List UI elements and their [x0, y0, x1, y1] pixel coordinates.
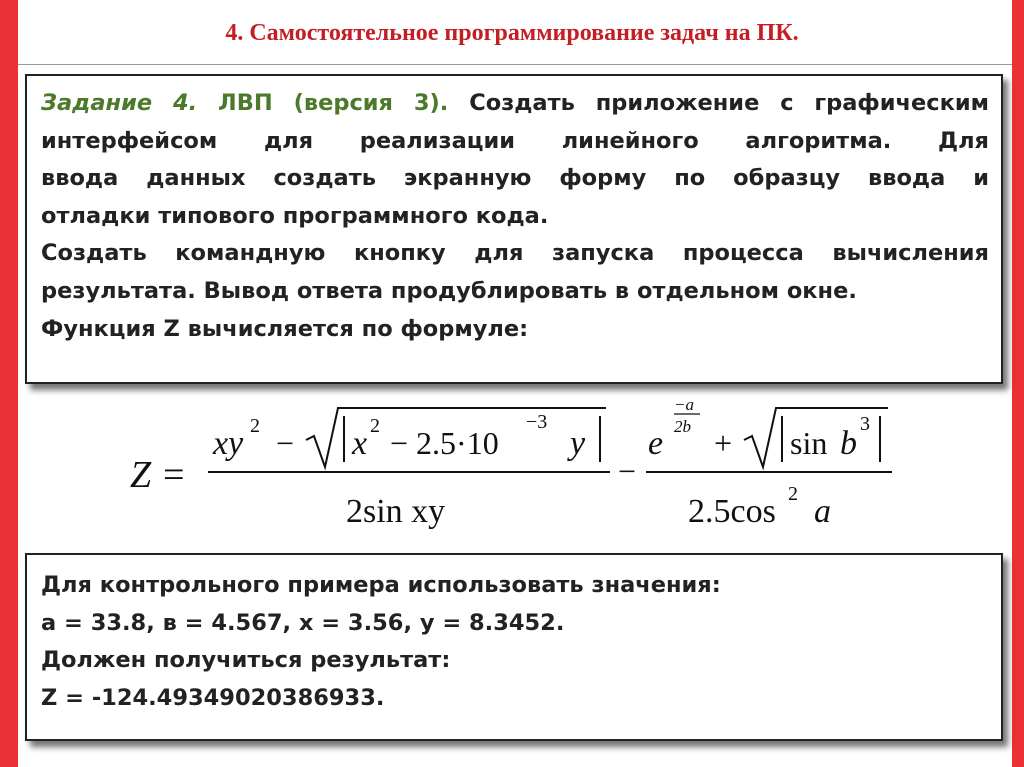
task-label: Задание 4.	[41, 90, 198, 116]
formula-inside-exp: −3	[526, 411, 548, 433]
formula-e: e	[648, 425, 664, 462]
formula-sin-b: b	[840, 425, 857, 462]
slide-title: 4. Самостоятельное программирование задач на ПК.	[225, 20, 799, 46]
example-line-1: Для контрольного примера использовать значения:	[41, 572, 721, 598]
formula-xy: xy	[213, 425, 244, 462]
formula-sin-exp: 3	[860, 413, 870, 435]
formula-den2-a: a	[814, 493, 831, 530]
formula-lhs: Z =	[130, 454, 187, 496]
example-line-4: Z = -124.49349020386933.	[41, 684, 385, 711]
formula-inside-y: y	[570, 425, 586, 462]
title-divider	[18, 64, 1012, 65]
z-formula	[128, 392, 898, 542]
formula-inside-rest: − 2.5·10	[390, 425, 499, 461]
example-line-2: а = 33.8, в = 4.567, х = 3.56, у = 8.3452.	[41, 609, 565, 636]
task-box	[25, 74, 1003, 384]
formula-sin: sin	[790, 425, 828, 461]
task-text-1: Создать приложение с графическим	[448, 90, 989, 116]
task-line-4: отладки типового программного кода.	[41, 202, 549, 229]
formula-den2: 2.5cos	[688, 493, 776, 530]
task-line-6: результата. Вывод ответа продублировать в отдельном окне.	[41, 277, 857, 304]
formula-inside-x-exp: 2	[370, 415, 380, 437]
formula-xy-exp: 2	[250, 415, 260, 437]
formula-den1: 2sin xy	[346, 493, 446, 530]
example-box	[25, 553, 1003, 741]
task-line-3: ввода данных создать экранную форму по образцу ввода и	[41, 165, 989, 192]
task-line-5: Создать командную кнопку для запуска процесса вычисления	[41, 240, 989, 267]
formula-exp-num: −a	[674, 395, 694, 414]
task-line-7: Функция Z вычисляется по формуле:	[41, 315, 529, 342]
formula-plus: +	[714, 425, 733, 461]
formula-exp-den: 2b	[674, 417, 691, 436]
left-accent-bar	[0, 0, 18, 767]
right-accent-bar	[1012, 0, 1024, 767]
example-line-3: Должен получиться результат:	[41, 647, 451, 674]
task-line-2: интерфейсом для реализации линейного алгоритма. Для	[41, 127, 989, 154]
formula-den2-exp: 2	[788, 483, 798, 505]
task-version: ЛВП (версия 3).	[197, 90, 449, 116]
formula-minus-1: −	[276, 425, 295, 461]
task-line-1	[41, 85, 989, 123]
formula-inside-x: x	[352, 425, 368, 462]
formula-minus-2: −	[618, 453, 637, 489]
